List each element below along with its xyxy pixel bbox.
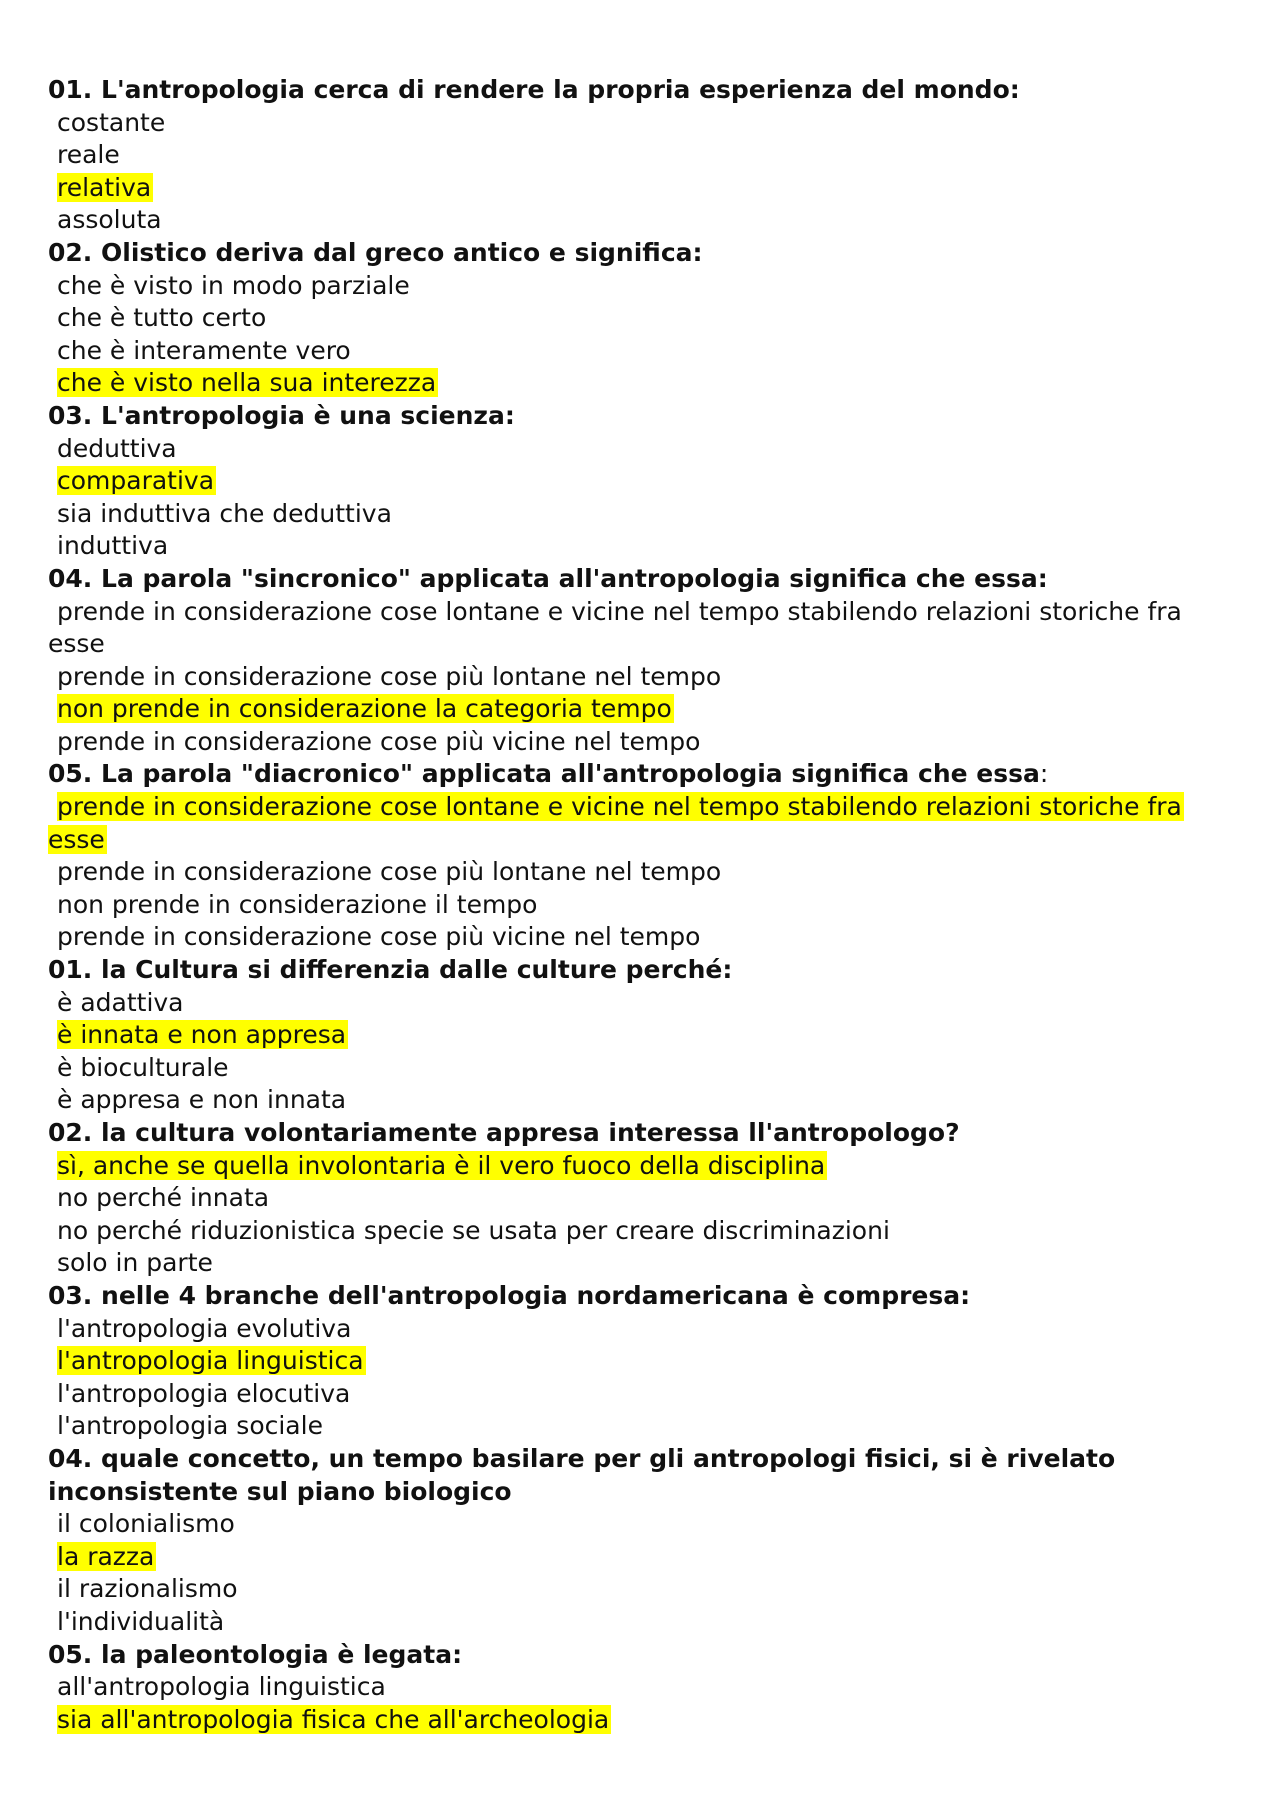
answer-text: assoluta	[57, 205, 162, 235]
question-block	[48, 237, 1238, 400]
answer-option	[48, 1182, 1238, 1215]
question-label: La parola "diacronico" applicata all'antropologia significa che essa	[101, 759, 1040, 789]
answer-text: no perché innata	[57, 1183, 270, 1213]
answer-option	[48, 1084, 1238, 1117]
highlighted-answer-text: è innata e non appresa	[57, 1020, 347, 1050]
question-number: 03.	[48, 400, 93, 430]
question-text	[48, 74, 1238, 107]
question-label: quale concetto, un tempo basilare per gli antropologi fisici, si è rivelato inconsistente sul piano biologico	[48, 1443, 1116, 1506]
answer-option	[48, 107, 1238, 140]
question-block	[48, 563, 1238, 759]
answer-text: l'individualità	[57, 1606, 225, 1636]
answer-option	[48, 1247, 1238, 1280]
highlighted-answer-text: l'antropologia linguistica	[57, 1346, 364, 1376]
question-label: la paleontologia è legata:	[101, 1639, 463, 1669]
answer-option-correct	[48, 1019, 1238, 1052]
answer-option	[48, 1378, 1238, 1411]
question-block	[48, 1117, 1238, 1280]
answer-text: all'antropologia linguistica	[57, 1672, 386, 1702]
answer-option	[48, 139, 1238, 172]
question-number: 05.	[48, 1639, 93, 1669]
highlighted-answer-text: che è visto nella sua interezza	[57, 368, 437, 398]
question-block	[48, 1639, 1238, 1737]
question-block	[48, 954, 1238, 1117]
question-label: la cultura volontariamente appresa interessa ll'antropologo?	[101, 1118, 960, 1147]
question-block	[48, 400, 1238, 563]
highlighted-answer-text: sia all'antropologia fisica che all'archeologia	[57, 1704, 610, 1734]
answer-option	[48, 987, 1238, 1020]
answer-option	[48, 270, 1238, 303]
quiz-document	[48, 74, 1238, 1736]
question-number: 02.	[48, 1118, 93, 1147]
answer-option-correct	[48, 693, 1238, 726]
answer-text: reale	[57, 140, 120, 170]
question-label: Olistico deriva dal greco antico e significa:	[101, 237, 703, 267]
answer-option	[48, 1313, 1238, 1346]
answer-text: costante	[57, 107, 166, 137]
answer-text: è adattiva	[57, 987, 184, 1017]
question-label: La parola "sincronico" applicata all'antropologia significa che essa:	[101, 563, 1048, 593]
answer-text: prende in considerazione cose lontane e vicine nel tempo stabilendo relazioni storiche fra esse	[48, 596, 1182, 659]
question-number: 01.	[48, 75, 93, 104]
highlighted-answer-text: la razza	[57, 1541, 155, 1571]
answer-text: sia induttiva che deduttiva	[57, 498, 392, 528]
question-number: 03.	[48, 1280, 93, 1310]
answer-option-correct	[48, 1150, 1238, 1183]
answer-text: che è interamente vero	[57, 335, 351, 365]
answer-text: prende in considerazione cose più lontane nel tempo	[57, 661, 722, 691]
answer-option	[48, 1052, 1238, 1085]
answer-text: prende in considerazione cose più vicine nel tempo	[57, 922, 701, 952]
answer-option-correct	[48, 1704, 1238, 1737]
answer-option	[48, 1573, 1238, 1606]
answer-option	[48, 433, 1238, 466]
answer-text: solo in parte	[57, 1248, 213, 1278]
question-block	[48, 1280, 1238, 1443]
highlighted-answer-text: non prende in considerazione la categoria tempo	[57, 694, 672, 724]
answer-text: l'antropologia sociale	[57, 1411, 323, 1441]
question-number: 01.	[48, 955, 93, 985]
answer-option	[48, 204, 1238, 237]
question-text	[48, 758, 1238, 791]
question-text	[48, 1639, 1238, 1672]
answer-text: l'antropologia evolutiva	[57, 1313, 352, 1343]
question-number: 02.	[48, 237, 93, 267]
answer-text: è bioculturale	[57, 1052, 229, 1082]
answer-text: è appresa e non innata	[57, 1085, 347, 1115]
answer-option	[48, 889, 1238, 922]
highlighted-answer-text: relativa	[57, 172, 152, 202]
answer-option	[48, 498, 1238, 531]
answer-text: che è visto in modo parziale	[57, 270, 410, 300]
answer-option-correct	[48, 1345, 1238, 1378]
answer-option	[48, 302, 1238, 335]
answer-option	[48, 1215, 1238, 1248]
highlighted-answer-text: prende in considerazione cose lontane e vicine nel tempo stabilendo relazioni storiche fra esse	[48, 792, 1182, 854]
question-text	[48, 563, 1238, 596]
answer-text: prende in considerazione cose più vicine nel tempo	[57, 726, 701, 756]
answer-text: no perché riduzionistica specie se usata per creare discriminazioni	[57, 1215, 890, 1245]
answer-option	[48, 661, 1238, 694]
question-number: 04.	[48, 1443, 93, 1473]
answer-option	[48, 856, 1238, 889]
question-text	[48, 237, 1238, 270]
answer-text: deduttiva	[57, 433, 177, 463]
answer-option-correct	[48, 791, 1238, 856]
answer-option	[48, 726, 1238, 759]
answer-option-correct	[48, 465, 1238, 498]
answer-option	[48, 335, 1238, 368]
highlighted-answer-text: comparativa	[57, 466, 215, 496]
question-block	[48, 758, 1238, 954]
question-text	[48, 1280, 1238, 1313]
answer-option-correct	[48, 1541, 1238, 1574]
answer-text: non prende in considerazione il tempo	[57, 889, 538, 919]
question-number: 05.	[48, 759, 93, 789]
question-text	[48, 400, 1238, 433]
question-text	[48, 1443, 1238, 1508]
answer-text: l'antropologia elocutiva	[57, 1378, 351, 1408]
answer-text: il razionalismo	[57, 1574, 238, 1604]
answer-option-correct	[48, 367, 1238, 400]
answer-text: induttiva	[57, 531, 169, 561]
question-label: L'antropologia cerca di rendere la propria esperienza del mondo:	[101, 75, 1020, 104]
answer-text: il colonialismo	[57, 1509, 235, 1539]
answer-option	[48, 530, 1238, 563]
question-text	[48, 1117, 1238, 1150]
question-label: nelle 4 branche dell'antropologia nordamericana è compresa:	[101, 1280, 971, 1310]
answer-option	[48, 1671, 1238, 1704]
question-label: L'antropologia è una scienza:	[101, 400, 515, 430]
question-block	[48, 1443, 1238, 1639]
question-number: 04.	[48, 563, 93, 593]
question-text	[48, 954, 1238, 987]
answer-option	[48, 1606, 1238, 1639]
answer-option	[48, 596, 1238, 661]
question-trailing: :	[1039, 759, 1049, 789]
question-label: la Cultura si differenzia dalle culture perché:	[101, 955, 733, 985]
answer-text: che è tutto certo	[57, 303, 267, 333]
answer-option	[48, 1508, 1238, 1541]
answer-option	[48, 921, 1238, 954]
highlighted-answer-text: sì, anche se quella involontaria è il vero fuoco della disciplina	[57, 1150, 826, 1180]
question-block	[48, 74, 1238, 237]
answer-text: prende in considerazione cose più lontane nel tempo	[57, 857, 722, 887]
answer-option	[48, 1410, 1238, 1443]
answer-option-correct	[48, 172, 1238, 205]
